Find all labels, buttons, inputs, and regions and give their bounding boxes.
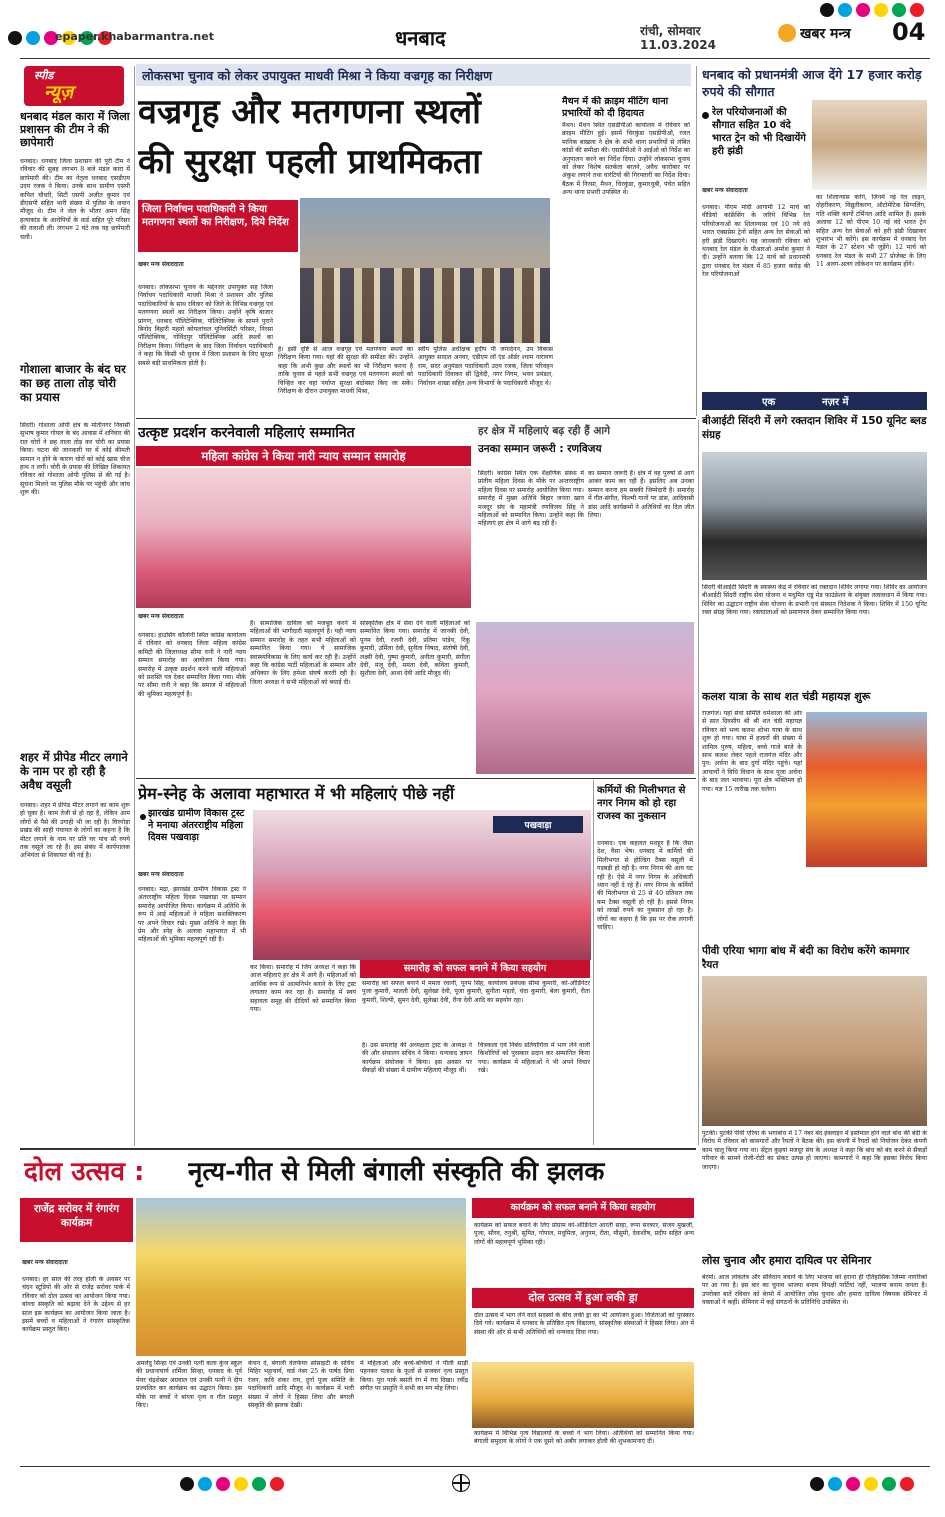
- mahabharat-headline[interactable]: प्रेम-स्नेह के अलावा महाभारत में भी महिलाएं पीछे नहीं: [138, 784, 455, 803]
- section-divider: [20, 1148, 696, 1150]
- dol-sub-box-text: राजेंद्र सरोवर में रंगारंग कार्यक्रम: [33, 1203, 119, 1229]
- speed-news-logo: [24, 66, 124, 106]
- pm-body-right: का शिलान्यास करेंगे, जिनमें नई रेल लाइन, दोहरीकरण, विद्युतीकरण, ऑटोमेटिक सिग्नलिंग, गति शक्ति कार्गो टर्मिनल आदि शामिल हैं। इसके अलावा 12 को पीएम 10 नई वंदे भारत ट्रेन सहित अन्य रेल सेवाओं को हरी झंडी दिखाकर शुभारंभ भी करेंगे। इस कार्यक्रम में धनबाद रेल मंडल के 27 स्टेशन भी जुड़ेंगे। 12 मार्च को धनबाद रेल मंडल के सभी 27 प्रोजेक्ट के लिए 11 अलग-अलग लोकेशन पर कार्यक्रम होंगे।: [816, 194, 926, 269]
- women-kicker[interactable]: उत्कृष्ट प्रदर्शन करनेवाली महिलाएं सम्मानित: [138, 425, 355, 441]
- ek-nazar-headline[interactable]: बीआईटी सिंदरी में लगे रक्तदान शिविर में 150 यूनिट ब्लड संग्रह: [702, 415, 927, 441]
- ek-nazar-tag-left: एक: [762, 397, 776, 408]
- pm-kicker[interactable]: धनबाद को प्रधानमंत्री आज देंगे 17 हजार करोड़ रुपये की सौगात: [702, 67, 922, 99]
- lead-body-col1: धनबाद। लोकसभा चुनाव के मद्देनजर उपायुक्त सह जिला निर्वाचन पदाधिकारी माधवी मिश्रा ने प्रशासन और पुलिस पदाधिकारियों के साथ रविवार को जिले के विभिन्न वज्रगृह एवं मतगणना स्थलों का निरीक्षण किया। उन्होंने कृषि बाजार प्रांगण, धनबाद पॉलिटेक्निक, पॉलिटेक्निक के सामने पुराने बिनोद बिहारी महतो कोयलांचल यूनिवर्सिटी परिसर, निरसा पॉलिटेक्निक, गोविंदपुर पॉलिटेक्निक आदि स्थलों का निरीक्षण किया। निरीक्षण के बाद जिला निर्वाचन पदाधिकारी ने कहा कि किसी भी चुनाव में जिला प्रशासन के लिए सुरक्षा सबसे बड़ी प्राथमिकता होती है।: [138, 284, 273, 367]
- dol-body-col4: में महिलाओं और बच्चे-बच्चियों ने पीली साड़ी पहनकर पलाश के फूलों से सजकर नृत्य प्रस्तुत किया। पूरा पार्क बसंती रंग में रंगा दिखा। रवींद्र संगीत पर प्रस्तुति ने सभी का मन मोह लिया।: [360, 1360, 468, 1393]
- lead-subhead: [138, 200, 298, 252]
- registration-dot: [864, 1477, 878, 1491]
- registration-dot: [270, 1477, 284, 1491]
- dol-photo-2: [472, 1362, 694, 1428]
- lead-body-col3: स्वीप पुलिस अधीक्षक हृदीप पी जनार्दनन, उप विकास आयुक्त सादात अनवर, एडीएम लॉ एंड ऑर्डर श्याम नारायण राम, सदर अनुमंडल पदाधिकारी उदय रजक, जिला परिवहन पदाधिकारी दिवाकर सी द्विवेदी, नगर निगम, भवन प्रमंडल, निर्वाचन शाखा सहित अन्य विभागों के पदाधिकारी मौजूद थे।: [418, 346, 553, 387]
- registration-dot: [856, 3, 870, 17]
- speed-news-headline-3[interactable]: शहर में प्रीपेड मीटर लगाने के नाम पर हो रही है अवैध वसूली: [20, 750, 128, 792]
- color-registration-dots-bottom-right: [810, 1476, 940, 1494]
- registration-dot: [820, 3, 834, 17]
- masthead: [0, 0, 945, 62]
- masthead-rule: [20, 58, 930, 59]
- speed-news-headline-2[interactable]: गोशाला बाजार के बंद घर का छह ताला तोड़ चोरी का प्रयास: [20, 362, 126, 404]
- pm-byline: खबर मन्त्र संवाददाता: [702, 187, 748, 194]
- registration-dot: [216, 1477, 230, 1491]
- sahyog-bar: [472, 1198, 694, 1218]
- registration-dot: [180, 1477, 194, 1491]
- brand-logo: [778, 24, 796, 42]
- registration-dot: [234, 1477, 248, 1491]
- speed-news-body-3: धनबाद। शहर में प्रीपेड मीटर लगाने का काम शुरू हो चुका है। काम तेजी से हो रहा है, लेकिन आम लोगों से पैसे की उगाही भी जा रही है। घिरगोड़ा प्रखंड की साही पंचायत के लोगों का कहना है कि मीटर लगाने के नाम पर प्रति घर पांच सौ रुपये तक वसूले जा रहे हैं। इस संबंध में कार्यपालक अभियंता से शिकायत की गई है।: [20, 802, 130, 860]
- mahabharat-subhead[interactable]: झारखंड ग्रामीण विकास ट्रस्ट ने मनाया अंतरराष्ट्रीय महिला दिवस पखवाड़ा: [148, 808, 245, 843]
- pm-photo: [812, 100, 927, 190]
- mahabharat-photo-caption-body: समारोह को सफल बनाने में ममता रवानी, पूनम सिंह, कार्यालय प्रबंधक सीमा कुमारी, को-ऑर्डिनेटर पुजा कुमारी, मालती देवी, सुलेखा देवी, पूजा कुमारी, सुनीता महतो, चंदा कुमारी, बेला कुमारी, रीता कुमारी, शिल्पी, सुमन देवी, सुलेखा देवी, रीना देवी आदि का सहयोग रहा।: [362, 980, 590, 1004]
- women-photo: [136, 468, 471, 608]
- registration-dot: [252, 1477, 266, 1491]
- lead-byline: खबर मन्त्र संवाददाता: [138, 261, 184, 268]
- blood-donation-photo: [702, 452, 927, 580]
- registration-dot: [874, 3, 888, 17]
- registration-dot: [8, 31, 22, 45]
- lead-kicker: [136, 64, 691, 86]
- registration-dot: [198, 1477, 212, 1491]
- ranvijay-body-col1: सिंदरी। कांग्रेस स्थित एक शैक्षणिक संस्था में प्रांतीय महिला दिवस के मौके पर अन्तरराष्ट्रीय महिला दिवस पर समारोह आयोजित किया गया। समारोह में मुख्य अतिथि बिहार जनता खान मजदूर संघ के महामंत्री रणविजय सिंह ने महिलाओं को सम्मानित किया। उन्होंने कहा कि महिलाएं हर क्षेत्र में आगे बढ़ रही हैं।: [478, 470, 584, 528]
- speed-news-body-1: धनबाद। धनबाद जिला प्रशासन की पूरी टीम ने रविवार की सुबह लगभग 8 बजे मंडल कारा में छापेमारी की। टीम का नेतृत्व धनबाद एसडीएम उदय रजक ने किया। उनके साथ ग्रामीण एसपी कपिल चौधरी, सिटी एसपी अजीत कुमार एवं डीएसपी सहित भारी संख्या में पुलिस के जवान मौजूद थे। टीम ने जेल के भीतर अमन सिंह हत्याकांड के आरोपियों के वार्ड सहित पूरे परिसर की तलाशी ली। लगभग 2 घंटे तक यह छापेमारी चली।: [20, 158, 130, 241]
- dam-body: पुटकी। पुटकी पीवी एरिया के भगाबांध में 17 नंबर बंद इंक्लाइन में इस्तेमाल होने वाले बांध की बंदी के विरोध में रविवार को कामगारों और रैयतों ने बैठक की। इस कंपनी में रैयतों को नियोजन देकर कंपनी काम चालू किया गया था। सेंट्रल कुइयां मजदूर संघ के अध्यक्ष ने कहा कि बांध को बंद करने से सैकड़ों परिवार के सामने रोजी-रोटी का संकट उत्पन्न हो जाएगा। कामगारों ने कहा कि इसका विरोध किया जाएगा।: [702, 1130, 927, 1171]
- speed-news-body-2: सिंदरी। गोशाला ओपी क्षेत्र के मोतीनगर निवासी सुभाष कुमार गोयल के बंद आवास में शनिवार की रात चोरों ने छह ताला तोड़ कर चोरी का प्रयास किया। घटना की जानकारी घर में कोई कीमती सामान न होने के कारण चोरों को कोई खास चीज हाथ न लगी। चोरी के प्रयास की लिखित शिकायत रविवार को गोशाला ओपी पुलिस से की गई है। सूचना मिलने पर पुलिस मौके पर पहुंची और जांच शुरू की।: [20, 422, 130, 497]
- women-body-col2: है। सामाजिक दायित्व को मजबूत करने में महिलाओं की भागीदारी महत्वपूर्ण है। यही न्याय सम्मान समारोह के तहत सभी महिलाओं को सम्मानित किया गया। ये सामाजिक स्वास्थ्यविकास के लिए कार्य कर रही हैं। उन्होंने कहा कि कांग्रेस पार्टी महिलाओं के सम्मान और अधिकार के लिए हमेशा संघर्ष करती रही है। जिला अध्यक्ष ने सभी महिलाओं को बधाई दी।: [250, 620, 356, 686]
- lead-headline-line2[interactable]: की सुरक्षा पहली प्राथमिकता: [138, 142, 482, 182]
- column-divider: [593, 780, 594, 1145]
- footer-rule: [20, 1466, 930, 1467]
- dol-byline: खबर मन्त्र संवाददाता: [22, 1259, 68, 1266]
- issue-date: 11.03.2024: [640, 38, 716, 52]
- section-divider: [136, 778, 696, 779]
- mahabharat-bullet-icon: [140, 814, 146, 820]
- ranvijay-kicker-line2[interactable]: उनका सम्मान जरूरी : रणविजय: [478, 443, 602, 455]
- women-body-col1: धनबाद। हाउसिंग कॉलोनी स्थित कांग्रेस कार्यालय में रविवार को धनबाद जिला महिला कांग्रेस कमिटी की जिलाध्यक्ष सीमा रानी ने नारी न्याय सम्मान समारोह का आयोजन किया गया। समारोह में उत्कृष्ट प्रदर्शन करने वाली महिलाओं को प्रशस्ति पत्र देकर सम्मानित किया गया। मौके पर सीमा रानी ने कहा कि समाज में महिलाओं की भूमिका महत्वपूर्ण है।: [138, 632, 246, 698]
- lead-kicker-text[interactable]: लोकसभा चुनाव को लेकर उपायुक्त माधवी मिश्रा ने किया वज्रगृह का निरीक्षण: [142, 68, 492, 83]
- column-divider: [696, 66, 697, 416]
- color-registration-dots-right: [820, 2, 945, 20]
- sahyog-body: कार्यक्रम को सफल बनाने के लिए प्रोग्राम को-ऑर्डिनेटर आरती साहा, रूपा सरकार, संजय मुखर्जी, पूजा, सौरव, तनुश्री, सुमित, गोपाल, मधुमिता, अनुपम, रीता, मौसुमी, देवाशीष, प्रदीप सहित अन्य लोगों की महत्वपूर्ण भूमिका रही।: [474, 1222, 694, 1246]
- nagar-nigam-headline[interactable]: कर्मियों की मिलीभगत से नगर निगम को हो रहा राजस्व का नुकसान: [597, 785, 686, 822]
- lok-chunav-body: बेरमो। आज लोकतंत्र और संविधान बचाने के लिए भाजपा को हराना ही ऐतिहासिक जिम्मा नागरिकों पर आ गया है। इस बार का चुनाव भाजपा बनाम विपक्षी पार्टियां नहीं, भाजपा बनाम जनता है। उपरोक्त बातें रविवार को बेरमो में आयोजित लोस चुनाव और हमारा दायित्व विषयक सेमिनार में वक्ताओं ने कहीं। सेमिनार में कई संगठनों के प्रतिनिधि उपस्थित थे।: [702, 1274, 927, 1307]
- registration-dot: [910, 3, 924, 17]
- mahabharat-body-col4: चित्रकला एवं निबंध प्रतियोगिता में भाग लेने वाली किशोरियों को पुरस्कार प्रदान कर सम्मानित किया गया। कार्यक्रम में महिलाओं ने भी अपने विचार रखे।: [478, 1042, 590, 1075]
- sahyog-body-bottom: कार्यक्रम में विभिन्न नृत्य विद्यालयों के बच्चों ने भाग लिया। अतिथियों को सम्मानित किया गया। बंगाली समुदाय के लोगों ने एक दूसरे को अबीर लगाकर होली की शुभकामनाएं दीं।: [474, 1430, 694, 1446]
- crime-meeting-body: मैथन। मैथन स्थित एसडीपीओ कार्यालय में रविवार को क्राइम मीटिंग हुई। इसमें चिरकुंडा एसडीपीओ, रजत मानिक बाखला ने क्षेत्र के सभी थाना प्रभारियों से लंबित कांडों की समीक्षा की। एसडीपीओ ने आईओ को निर्देश का अनुपालन करने का निर्देश दिया। उन्होंने लोकसभा चुनाव को लेकर विशेष सतर्कता बरतने, अवैध कारोबार पर अंकुश लगाने तथा वारंटियों की गिरफ्तारी का निर्देश दिया। बैठक में निरसा, मैथन, चिरकुंडा, कुमारधुबी, पंचेत सहित अन्य थाना प्रभारी उपस्थित थे।: [562, 122, 690, 197]
- site-url[interactable]: epaper.khabarmantra.net: [55, 30, 214, 43]
- mahabharat-banner-sign: पखवाड़ा: [493, 816, 583, 833]
- mahabharat-byline: खबर मन्त्र संवाददाता: [138, 871, 184, 878]
- brand-name: खबर मन्त्र: [800, 26, 851, 42]
- dol-body-col3: कंचन दे, बंगाली वेलफेयर सोसाइटी के सचिव मिहिर भट्टाचार्य, वार्ड नंबर 25 के पार्षद प्रिया रंजन, कवि शंकर राय, दुर्गा पूजा समिति के पदाधिकारी आदि मौजूद थे। कार्यक्रम में भारी संख्या में लोगों ने हिस्सा लिया और बंगाली संस्कृति की झलक देखी।: [248, 1360, 354, 1410]
- ranvijay-photo: [476, 622, 694, 774]
- dol-photo: [136, 1198, 466, 1356]
- section-divider: [136, 418, 696, 419]
- pm-body-left: धनबाद। पीएम मोदी आगामी 12 मार्च को वीडियो कांफ्रेंसिंग के जरिये विभिन्न रेल परियोजनाओं का शिलान्यास एवं 10 नये वंदे भारत एक्सप्रेस ट्रेनों सहित अन्य रेल सेवाओं को हरी झंडी दिखाएंगे। यह जानकारी रविवार को धनबाद रेल मंडल के पीआरओ अमरेश कुमार ने दी। उन्होंने बताया कि 12 मार्च को प्रधानमंत्री द्वारा धनबाद रेल मंडल में 85 हजार करोड़ की रेल परियोजनाओं: [702, 204, 810, 279]
- registration-dot: [882, 1477, 896, 1491]
- registration-dot: [900, 1477, 914, 1491]
- crime-meeting-headline[interactable]: मैथन में की क्राइम मीटिंग थाना प्रभारियों को दी हिदायत: [562, 96, 669, 119]
- ek-nazar-body: सिंदरी बीआईटी सिंदरी के स्वास्थ्य केंद्र में रविवार को रक्तदान शिविर लगाया गया। शिविर का आयोजन बीआईटी सिंदरी राष्ट्रीय सेवा योजना व मधुमित एडू मेड फाउंडेशन के संयुक्त तत्वावधान में किया गया। शिविर का उद्घाटन राष्ट्रीय सेवा योजना के प्रभारी एवं संस्थान निदेशक ने किया। शिविर में 150 यूनिट रक्त संग्रह किया गया। रक्तदाताओं को प्रमाणपत्र देकर सम्मानित किया गया।: [702, 584, 927, 617]
- women-subbar-text: महिला कांग्रेस ने किया नारी न्याय सम्मान समारोह: [201, 449, 406, 463]
- page-number: 04: [892, 18, 926, 46]
- place-day: रांची, सोमवार: [640, 24, 701, 38]
- registration-dot: [810, 1477, 824, 1491]
- lead-body-col2: है। इसी दृष्टि से आज वज्रगृह एवं मतगणना स्थलों का निरीक्षण किया गया। यहां की सुरक्षा की समीक्षा की। उन्होंने कहा कि अभी कुछ और स्थलों का भी निरीक्षण करना है ताकि चुनाव से पहले सभी वज्रगृह एवं मतगणना स्थलों को चिन्हित कर वहां पर्याप्त सुरक्षा बंदोबस्त किए जा सकें। निरीक्षण के दौरान उपायुक्त माधवी मिश्रा,: [278, 346, 413, 396]
- dol-tag: दोल उत्सव :: [24, 1157, 145, 1187]
- dol-quiz-bar: [472, 1288, 694, 1308]
- dol-body-col2: अमलेंदु सिन्हा एवं उनकी पत्नी कला कुंज स्कूल की प्रधानाचार्य शर्मिला सिन्हा, धनबाद के पूर्व मेयर चंद्रशेखर अग्रवाल एवं उनकी पत्नी ने दीप प्रज्वलित कर कार्यक्रम का उद्घाटन किया। इस मौके पर बच्चों ने बांग्ला नृत्य व गीत प्रस्तुत किए।: [136, 1360, 242, 1410]
- registration-dot: [892, 3, 906, 17]
- registration-dot: [26, 31, 40, 45]
- speed-news-headline-1[interactable]: धनबाद मंडल कारा में जिला प्रशासन की टीम ने की छापेमारी: [20, 110, 130, 149]
- speed-news-column: [20, 62, 133, 1147]
- speed-news-logo-line1: स्पीड: [34, 69, 54, 82]
- mahabharat-photo-caption: समारोह को सफल बनाने में किया सहयोग: [403, 963, 547, 974]
- women-subbar: [136, 446, 471, 466]
- registration-dot: [838, 3, 852, 17]
- ranvijay-body-col2: का सम्मान जरूरी है। क्षेत्र में वह पुरुषों से आगे आकर काम कर रही हैं। इसलिए अब उनका सम्मान करना हम सबकी जिम्मेदारी है। समारोह में गीत-संगीत, फिल्मी गानों पर डांस, आदिवासी डांस आदि कार्यक्रमों ने अतिथियों का दिल जीत लिया।: [588, 470, 694, 520]
- ranvijay-kicker-line1[interactable]: हर क्षेत्र में महिलाएं बढ़ रही हैं आगे: [478, 425, 610, 437]
- pm-bullet-icon: [702, 112, 709, 119]
- mahabharat-body-col3: है। उस समारोह की अध्यक्षता ट्रस्ट के अध्यक्ष ने की और संचालन सचिव ने किया। धन्यवाद ज्ञापन कार्यक्रम संयोजक ने किया। इस अवसर पर सैकड़ों की संख्या में ग्रामीण महिलाएं मौजूद थीं।: [362, 1042, 472, 1075]
- women-body-col3: सांस्कृतिक क्षेत्र में सेवा देने वाली महिलाओं को सम्मानित किया गया। समारोह में जानकी देवी, पूनम देवी, रजनी देवी, प्रतिमा पांडेय, रिंकू कुमारी, उर्मिला देवी, सुनीता निषाद, संतोषी देवी, लक्ष्मी देवी, पुष्पा कुमारी, अनीता कुमारी, संगीता देवी, मंजू देवी, ममता देवी, कविता कुमारी, सुशीला देवी, आशा देवी आदि मौजूद थीं।: [360, 620, 470, 678]
- dol-sub-box: [20, 1198, 133, 1242]
- dam-headline[interactable]: पीवी एरिया भागा बांध में बंदी का विरोध करेंगे कामगार रैयत: [702, 945, 910, 971]
- column-divider: [134, 66, 135, 1146]
- ek-nazar-bar: [702, 392, 927, 410]
- lead-photo-crowd: [300, 268, 550, 343]
- lead-headline-line1[interactable]: वज्रगृह और मतगणना स्थलों: [138, 92, 481, 132]
- ek-nazar-tag-right: नज़र में: [822, 397, 849, 408]
- dol-quiz-body: दोल उत्सव में भाग लेने वाले सदस्यों के बीच लकी ड्रा का भी आयोजन हुआ। विजेताओं को पुरस्कार दिये गये। कार्यक्रम में धनबाद के प्रतिष्ठित नृत्य विद्यालय, सांस्कृतिक संस्थाओं ने हिस्सा लिया। अंत में संस्था की ओर से सभी अतिथियों को धन्यवाद दिया गया।: [474, 1312, 694, 1336]
- dam-photo: [702, 976, 927, 1126]
- lead-subhead-text: जिला निर्वाचन पदाधिकारी ने किया मतगणना स्थलों का निरीक्षण, दिये निर्देश: [142, 204, 289, 228]
- registration-dot: [846, 1477, 860, 1491]
- column-divider: [698, 420, 699, 1145]
- color-registration-dots-bottom-left: [180, 1476, 310, 1494]
- kalash-photo: [806, 712, 927, 867]
- dol-body-col1: धनबाद। हर साल की तरह होली के अवसर पर चंदन स्टूडियो की ओर से राजेंद्र सरोवर पार्क में रविवार को दोल उत्सव का आयोजन किया गया। बांग्ला संस्कृति को बढ़ावा देने के उद्देश्य से हर साल इस कार्यक्रम का आयोजन किया जाता है। इसमें बच्चों व महिलाओं ने रंगारंग सांस्कृतिक कार्यक्रम प्रस्तुत किए।: [22, 1276, 130, 1334]
- pm-bullet[interactable]: रेल परियोजनाओं की सौगात सहित 10 वंदे भारत ट्रेन को भी दिखायेंगे हरी झंडी: [712, 107, 806, 157]
- registration-crosshair-icon: [452, 1474, 470, 1492]
- speed-news-logo-line2: न्यूज़: [44, 82, 74, 103]
- registration-dot: [828, 1477, 842, 1491]
- nagar-nigam-body: धनबाद। एक कहावत मशहूर है कि जैसा देश, वैसा भेष। धनबाद में कर्मियों की मिलीभगत से होल्डिंग टैक्स वसूली में गड़बड़ी हो रही है। नगर निगम की आय घट रही है। ऐसे में नगर निगम के अधिकारी ध्यान नहीं दे रहे हैं। नगर निगम के कर्मियों की मिलीभगत से 25 से 40 प्रतिशत तक कम टैक्स वसूली हो रही है। इससे निगम को लाखों रुपये का नुकसान हो रहा है। लोगों का कहना है कि इस पर रोक लगानी चाहिए।: [597, 840, 693, 932]
- kalash-body: राजगंज। यहां सेवा समिति धर्मशाला की ओर से सात दिवसीय श्री श्री शत चंडी महायज्ञ रविवार को भव्य कलश शोभा यात्रा के साथ शुरू हो गया। यात्रा में हजारों की संख्या में शामिल पुरुष, महिला, बच्चे गाजे बाजे के साथ कलश लेकर पहले राजगंज मंदिर और पुन: अर्चना के बाद दुर्गा मंदिर पहुंचे। यहां आचार्यों ने विधि विधान के साथ पूजा अर्चना के बाद जल भरवाया। पूरा क्षेत्र भक्तिमय हो गया। यज्ञ 15 तारीख तक चलेगा।: [702, 710, 802, 793]
- mahabharat-photo-caption-bar: [360, 960, 590, 978]
- dol-headline[interactable]: नृत्य-गीत से मिली बंगाली संस्कृति की झलक: [188, 1157, 605, 1187]
- lead-photo: [300, 198, 550, 343]
- lok-chunav-headline[interactable]: लोस चुनाव और हमारा दायित्व पर सेमिनार: [702, 1254, 872, 1267]
- kalash-headline[interactable]: कलश यात्रा के साथ शत चंडी महायज्ञ शुरू: [702, 690, 871, 703]
- mahabharat-body-col2: कर किया। समारोह में जिप अध्यक्ष ने कहा कि आज महिलाएं हर क्षेत्र में आगे हैं। महिलाओं को आर्थिक रूप से आत्मनिर्भर बनाने के लिए ट्रस्ट लगातार काम कर रहा है। समारोह में स्वयं सहायता समूह की दीदियों को सम्मानित किया गया।: [250, 964, 356, 1014]
- section-title: धनबाद: [395, 26, 446, 50]
- mahabharat-photo: [253, 810, 591, 960]
- dol-quiz-headline: दोल उत्सव में हुआ लकी ड्रा: [528, 1291, 638, 1304]
- mahabharat-body-col1: धनबाद। मद्रा, झारखंड ग्रामीण विकास ट्रस्ट ने अंतरराष्ट्रीय महिला दिवस पखवाड़ा पर सम्मान समारोह आयोजित किया। कार्यक्रम में अतिथि के रूप में आई महिलाओं ने महिला सशक्तिकरण पर अपने विचार रखे। मुख्य अतिथि ने कहा कि प्रेम और स्नेह के अलावा महाभारत में भी महिलाओं की भूमिका महत्वपूर्ण रही है।: [138, 886, 246, 944]
- sahyog-headline: कार्यक्रम को सफल बनाने में किया सहयोग: [510, 1202, 656, 1213]
- women-byline: खबर मन्त्र संवाददाता: [138, 613, 184, 620]
